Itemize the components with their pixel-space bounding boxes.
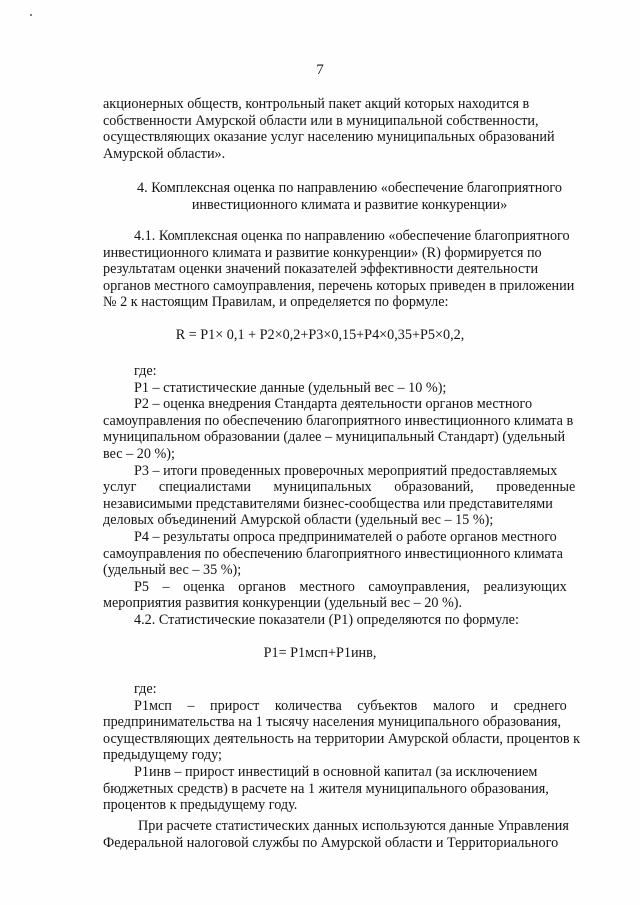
def-p1: P1 – статистические данные (удельный вес – 10 %); <box>134 379 447 396</box>
def-p5-line: мероприятия развития конкуренции (удельный вес – 20 %). <box>103 595 463 612</box>
text-line: собственности Амурской области или в муниципальной собственности, <box>103 112 539 129</box>
where-label: где: <box>134 681 157 697</box>
def-msp-line: P1мсп – прирост количества субъектов малого и среднего <box>134 697 567 714</box>
section-heading <box>103 180 596 213</box>
text-line: При расчете статистических данных используются данные Управления <box>138 818 569 834</box>
def-p3-line: деловых объединений Амурской области (удельный вес – 15 %); <box>103 512 494 529</box>
heading-line: инвестиционного климата и развитие конкуренции» <box>191 196 508 213</box>
text-line: Амурской области». <box>103 145 226 162</box>
def-inv-line: P1инв – прирост инвестиций в основной капитал (за исключением <box>134 763 538 780</box>
def-p4-line: P4 – результаты опроса предпринимателей о работе органов местного <box>134 528 557 545</box>
def-p2-line: вес – 20 %); <box>103 445 175 462</box>
def-p2-line: P2 – оценка внедрения Стандарта деятельности органов местного <box>134 396 533 413</box>
scan-speck <box>30 14 32 16</box>
def-inv-line: процентов к предыдущему году. <box>103 797 298 814</box>
formula-r: R = P1× 0,1 + P2×0,2+P3×0,15+P4×0,35+P5×0,2, <box>175 327 465 343</box>
definitions-p1 <box>103 681 596 814</box>
def-inv-line: бюджетных средств) в расчете на 1 жителя муниципального образования, <box>103 780 549 797</box>
text-line: инвестиционного климата и развитие конкуренции» (R) формируется по <box>103 244 542 261</box>
text-line: 4.2. Статистические показатели (P1) определяются по формуле: <box>134 612 519 628</box>
def-p2-line: самоуправления по обеспечению благоприятного инвестиционного климата в <box>103 412 574 429</box>
text-line: осуществляющих оказание услуг населению муниципальных образований <box>103 129 555 146</box>
text-line: № 2 к настоящим Правилам, и определяется по формуле: <box>103 294 449 311</box>
def-p3-line: услуг специалистами муниципальных образований, проведенные <box>103 479 576 496</box>
text-line: органов местного самоуправления, перечень которых приведен в приложении <box>103 277 575 294</box>
heading-line: 4. Комплексная оценка по направлению «обеспечение благоприятного <box>137 180 562 196</box>
def-p2-line: муниципальном образовании (далее – муниципальный Стандарт) (удельный <box>103 429 566 446</box>
final-paragraph <box>103 818 596 851</box>
text-line: результатам оценки значений показателей эффективности деятельности <box>103 261 539 278</box>
def-p4-line: самоуправления по обеспечению благоприятного инвестиционного климата <box>103 545 563 562</box>
text-line: акционерных обществ, контрольный пакет акций которых находится в <box>103 96 530 112</box>
where-label: где: <box>134 363 157 379</box>
intro-paragraph <box>103 96 596 162</box>
def-p3-line: P3 – итоги проведенных проверочных мероприятий предоставляемых <box>134 462 558 479</box>
text-line: Федеральной налоговой службы по Амурской области и Территориального <box>103 834 559 851</box>
clause-4-1 <box>103 228 596 311</box>
def-p3-line: независимыми представителями бизнес-сообщества или представителями <box>103 495 553 512</box>
def-msp-line: осуществляющих деятельность на территории Амурской области, процентов к <box>103 730 581 747</box>
def-p4-line: (удельный вес – 35 %); <box>103 562 242 579</box>
definitions-r <box>103 363 596 612</box>
def-p5-line: P5 – оценка органов местного самоуправления, реализующих <box>134 578 567 595</box>
def-msp-line: предпринимательства на 1 тысячу населения муниципального образования, <box>103 714 562 731</box>
formula-p1: P1= P1мсп+P1инв, <box>263 645 377 661</box>
page-number: 7 <box>316 62 324 78</box>
text-line: 4.1. Комплексная оценка по направлению «обеспечение благоприятного <box>134 228 570 244</box>
def-msp-line: предыдущему году; <box>103 747 222 764</box>
clause-4-2 <box>103 612 596 629</box>
